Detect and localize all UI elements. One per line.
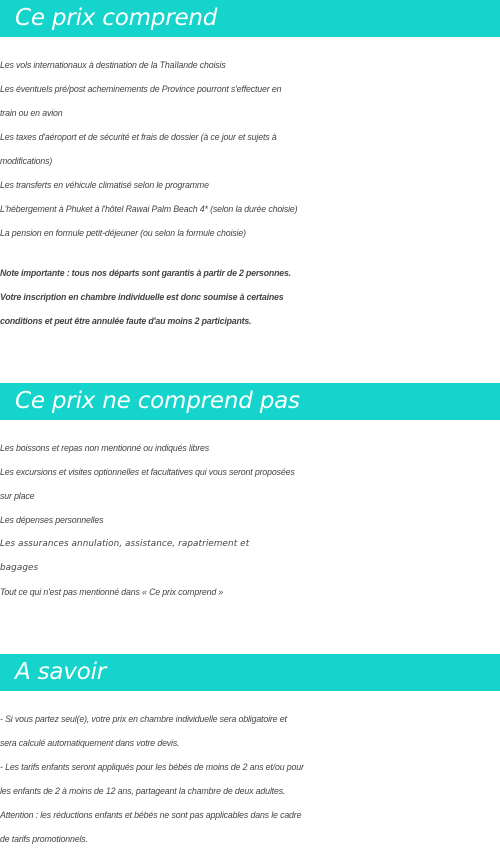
good-to-know-line-5: Attention : les réductions enfants et bébés ne sont pas applicables dans le cadre — [0, 810, 302, 820]
not-included-line-7: Tout ce qui n'est pas mentionné dans « Ce prix comprend » — [0, 587, 224, 597]
not-included-line-1: Les boissons et repas non mentionné ou indiqués libres — [0, 443, 210, 453]
good-to-know-line-6: de tarifs promotionnels. — [0, 834, 88, 844]
good-to-know-line-2: sera calculé automatiquement dans votre devis. — [0, 738, 180, 748]
good-to-know-line-1: - Si vous partez seul(e), votre prix en chambre individuelle sera obligatoire et — [0, 714, 287, 724]
important-note-line-1: Note importante : tous nos départs sont garantis à partir de 2 personnes. — [0, 268, 291, 278]
included-line-1: Les vols internationaux à destination de la Thaïlande choisis — [0, 60, 226, 70]
important-note-line-2: Votre inscription en chambre individuelle est donc soumise à certaines — [0, 292, 284, 302]
section-title-included: Ce prix comprend — [0, 0, 500, 37]
included-line-5: modifications) — [0, 156, 53, 166]
good-to-know-line-3: - Les tarifs enfants seront appliqués pour les bébés de moins de 2 ans et/ou pour — [0, 762, 304, 772]
included-line-4: Les taxes d'aéroport et de sécurité et frais de dossier (à ce jour et sujets à — [0, 132, 277, 142]
not-included-line-5: Les assurances annulation, assistance, rapatriement et — [0, 539, 250, 549]
not-included-line-2: Les excursions et visites optionnelles et facultatives qui vous seront proposées — [0, 467, 295, 477]
included-line-2: Les éventuels pré/post acheminements de Province pourront s'effectuer en — [0, 84, 282, 94]
included-line-3: train ou en avion — [0, 108, 63, 118]
not-included-line-6: bagages — [0, 563, 39, 573]
section-title-not-included: Ce prix ne comprend pas — [0, 383, 500, 420]
not-included-line-3: sur place — [0, 491, 35, 501]
section-title-good-to-know: A savoir — [0, 654, 500, 691]
included-line-8: La pension en formule petit-déjeuner (ou selon la formule choisie) — [0, 228, 246, 238]
not-included-line-4: Les dépenses personnelles — [0, 515, 104, 525]
important-note-line-3: conditions et peut être annulée faute d'au moins 2 participants. — [0, 316, 252, 326]
included-line-7: L'hébergement à Phuket à l'hôtel Rawai Palm Beach 4* (selon la durée choisie) — [0, 204, 298, 214]
included-line-6: Les transferts en véhicule climatisé selon le programme — [0, 180, 209, 190]
good-to-know-line-4: les enfants de 2 à moins de 12 ans, partageant la chambre de deux adultes. — [0, 786, 286, 796]
